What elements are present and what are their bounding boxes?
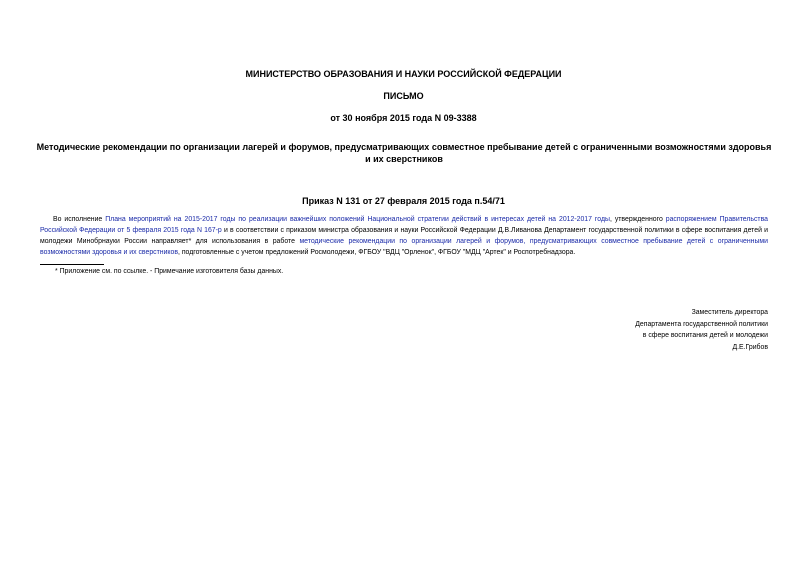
body-text-mid1: , утвержденного [609,216,666,223]
order-reference: Приказ N 131 от 27 февраля 2015 года п.54/71 [302,196,505,206]
signature-department: Департамента государственной политики [635,320,768,328]
doc-type-heading: ПИСЬМО [383,91,424,101]
signature-name: Д.Е.Грибов [732,343,768,351]
signature-block [508,307,768,353]
footnote: * Приложение см. по ссылке. - Примечание изготовителя базы данных. [55,268,284,275]
signature-department-scope: в сфере воспитания детей и молодежи [642,332,768,339]
footnote-divider [40,264,104,265]
ministry-heading: МИНИСТЕРСТВО ОБРАЗОВАНИЯ И НАУКИ РОССИЙСКОЙ ФЕДЕРАЦИИ [245,69,562,79]
body-text-mid2: и в соответствии с приказом министра образования и науки Российской Федерации Д.В.Ливанова Департамент государственной политики в сфере воспитания детей и молодежи Минобрнауки России направляет* для использования в работе [40,227,768,245]
government-order-link[interactable]: распоряжением Правительства Российской Федерации от 5 февраля 2015 года N 167-р [40,216,769,234]
plan-link[interactable]: Плана мероприятий на 2015-2017 годы по реализации важнейших положений Национальной стратегии действий в интересах детей на 2012-2017 годы [105,216,610,223]
body-text-start: Во исполнение [53,216,106,223]
date-number-heading: от 30 ноября 2015 года N 09-3388 [330,113,477,123]
recommendations-link[interactable]: методические рекомендации по организации лагерей и форумов, предусматривающих совместное пребывание детей с ограниченными возможностями здоровья и их сверстников [40,238,768,256]
signature-position: Заместитель директора [691,309,768,316]
document-title: Методические рекомендации по организации лагерей и форумов, предусматривающих совместное пребывание детей с ограниченными возможностями здоровья и их сверстников [36,142,772,164]
body-paragraph [40,214,768,258]
body-text-end: , подготовленные с учетом предложений Росмолодежи, ФГБОУ "ВДЦ "Орленок", ФГБОУ "МДЦ "Артек" и Роспотребнадзора. [178,249,576,256]
